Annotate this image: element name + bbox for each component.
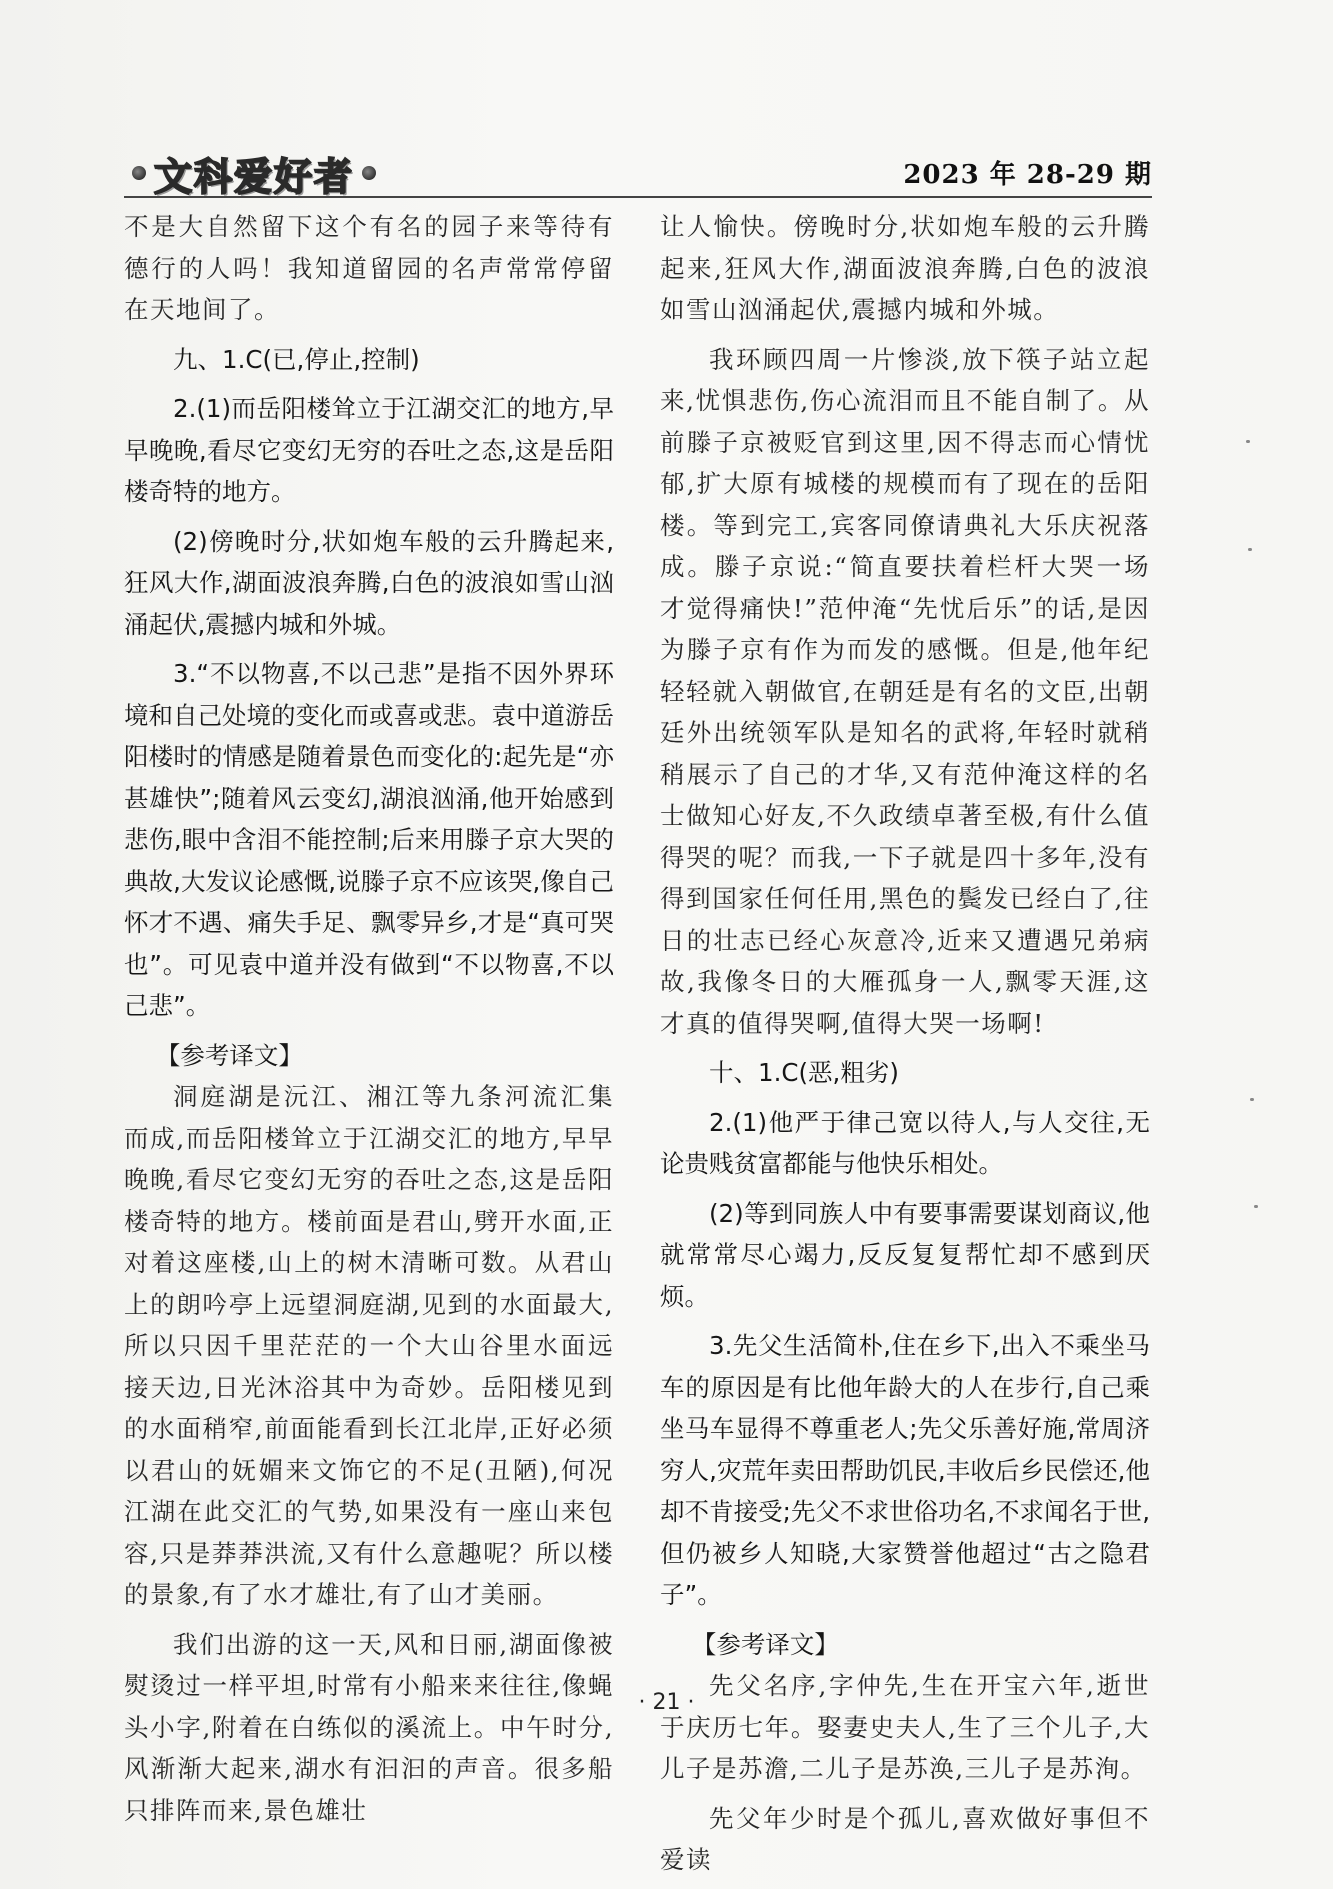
reference-translation-label: 【参考译文】 — [691, 1629, 839, 1659]
answer-paragraph: 3.先父生活简朴,住在乡下,出入不乘坐马车的原因是有比他年龄大的人在步行,自己乘坐马车显得不尊重老人;先父乐善好施,常周济穷人,灾荒年卖田帮助饥民,丰收后乡民偿还,他却不肯接受;先父不求世俗功名,不求闻名于世,但仍被乡人知晓,大家赞誉他超过“古之隐君子”。 — [660, 1331, 1150, 1609]
translation-paragraph: 让人愉快。傍晚时分,状如炮车般的云升腾起来,狂风大作,湖面波浪奔腾,白色的波浪如雪山汹涌起伏,震撼内城和外城。 — [660, 212, 1150, 324]
masthead — [124, 150, 384, 199]
page-header — [124, 150, 1152, 199]
answer-heading: 十、1.C(恶,粗劣) — [709, 1058, 899, 1087]
scan-speck — [1246, 440, 1250, 443]
translation-paragraph: 不是大自然留下这个有名的园子来等待有德行的人吗！我知道留园的名声常常停留在天地间了。 — [124, 212, 614, 324]
translation-paragraph: 我们出游的这一天,风和日丽,湖面像被熨烫过一样平坦,时常有小船来来往往,像蝇头小字,附着在白练似的溪流上。中午时分,风渐渐大起来,湖水有汩汩的声音。很多船只排阵而来,景色雄壮 — [124, 1629, 614, 1825]
header-divider — [124, 196, 1152, 198]
bullet-dot-icon — [362, 166, 376, 180]
translation-paragraph: 我环顾四周一片惨淡,放下筷子站立起来,忧惧悲伤,伤心流泪而且不能自制了。从前滕子京被贬官到这里,因不得志而心情忧郁,扩大原有城楼的规模而有了现在的岳阳楼。等到完工,宾客同僚请典礼大乐庆祝落成。滕子京说:“简直要扶着栏杆大哭一场才觉得痛快!”范仲淹“先忧后乐”的话,是因为滕子京有作为而发的感慨。但是,他年纪轻轻就入朝做官,在朝廷是有名的文臣,出朝廷外出统领军队是知名的武将,年轻时就稍稍展示了自己的才华,又有范仲淹这样的名士做知心好友,不久政绩卓著至极,有什么值得哭的呢？而我,一下子就是四十多年,没有得到国家任何任用,黑色的鬓发已经白了,往日的壮志已经心灰意冷,近来又遭遇兄弟病故,我像冬日的大雁孤身一人,飘零天涯,这才真的值得哭啊,值得大哭一场啊! — [660, 344, 1150, 1038]
answer-paragraph: 3.“不以物喜,不以己悲”是指不因外界环境和自己处境的变化而或喜或悲。袁中道游岳阳楼时的情感是随着景色而变化的:起先是“亦甚雄快”;随着风云变幻,湖浪汹涌,他开始感到悲伤,眼中含泪不能控制;后来用滕子京大哭的典故,大发议论感慨,说滕子京不应该哭,像自己怀才不遇、痛失手足、飘零异乡,才是“真可哭也”。可见袁中道并没有做到“不以物喜,不以己悲”。 — [124, 659, 614, 1020]
answer-paragraph: 2.(1)而岳阳楼耸立于江湖交汇的地方,早早晚晚,看尽它变幻无穷的吞吐之态,这是岳阳楼奇特的地方。 — [124, 394, 614, 506]
right-column — [660, 206, 1150, 1874]
answer-paragraph: (2)傍晚时分,状如炮车般的云升腾起来,狂风大作,湖面波浪奔腾,白色的波浪如雪山汹涌起伏,震撼内城和外城。 — [124, 526, 614, 639]
answer-paragraph: (2)等到同族人中有要事需要谋划商议,他就常常尽心竭力,反反复复帮忙却不感到厌烦。 — [660, 1198, 1150, 1311]
answer-heading: 九、1.C(已,停止,控制) — [173, 344, 420, 374]
scan-speck — [1248, 548, 1252, 551]
issue-number: 2023 年 28-29 期 — [903, 160, 1152, 190]
left-column — [124, 206, 614, 1825]
scan-speck — [1250, 1098, 1254, 1101]
reference-translation-label: 【参考译文】 — [155, 1040, 303, 1070]
bullet-dot-icon — [132, 166, 146, 180]
masthead-title: 文科爱好者 — [154, 154, 355, 199]
page-number: · 21 · — [638, 1690, 695, 1715]
translation-paragraph: 先父名序,字仲先,生在开宝六年,逝世于庆历七年。娶妻史夫人,生了三个儿子,大儿子是苏澹,二儿子是苏涣,三儿子是苏洵。 — [660, 1671, 1150, 1783]
answer-paragraph: 2.(1)他严于律己宽以待人,与人交往,无论贵贱贫富都能与他快乐相处。 — [660, 1107, 1150, 1178]
scan-speck — [1254, 1205, 1258, 1208]
translation-paragraph: 先父年少时是个孤儿,喜欢做好事但不爱读 — [660, 1803, 1150, 1874]
translation-paragraph: 洞庭湖是沅江、湘江等九条河流汇集而成,而岳阳楼耸立于江湖交汇的地方,早早晚晚,看尽它变幻无穷的吞吐之态,这是岳阳楼奇特的地方。楼前面是君山,劈开水面,正对着这座楼,山上的树木清晰可数。从君山上的朗吟亭上远望洞庭湖,见到的水面最大,所以只因千里茫茫的一个大山谷里水面远接天边,日光沐浴其中为奇妙。岳阳楼见到的水面稍窄,前面能看到长江北岸,正好必须以君山的妩媚来文饰它的不足(丑陋),何况江湖在此交汇的气势,如果没有一座山来包容,只是莽莽洪流,又有什么意趣呢？所以楼的景象,有了水才雄壮,有了山才美丽。 — [124, 1082, 614, 1609]
